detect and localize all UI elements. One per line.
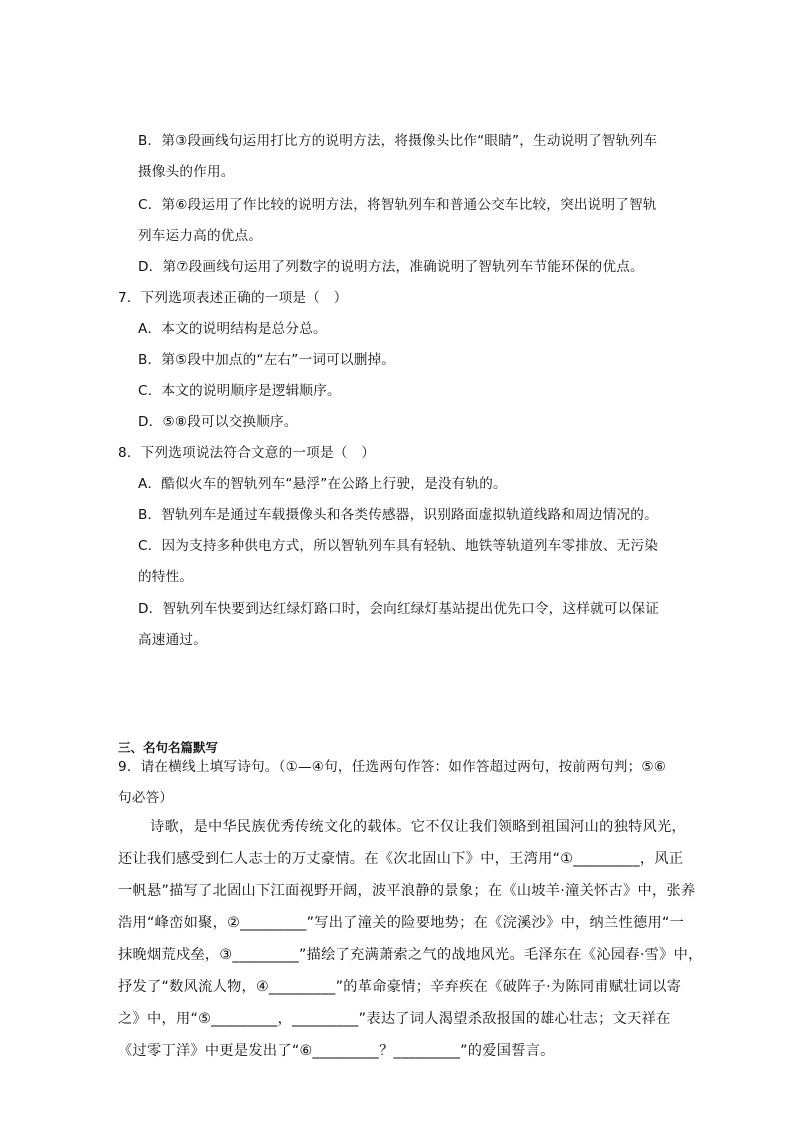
- q8-option-c-line2: 的特性。: [138, 569, 194, 585]
- q6-option-b-line2: 摄像头的作用。: [138, 164, 235, 180]
- q8-option-c-line1: C．因为支持多种供电方式，所以智轨列车具有轻轨、地铁等轨道列车零排放、无污染: [138, 538, 659, 554]
- q8-stem: 8．下列选项说法符合文意的一项是（ ）: [118, 445, 376, 461]
- passage-line: 浩用“峰峦如聚，②_________”写出了潼关的险要地势；在《浣溪沙》中，纳兰性德用“一: [118, 915, 685, 931]
- q7-option-b: B．第⑤段中加点的“左右”一词可以删掉。: [138, 352, 396, 368]
- q9-stem-line1: 9．请在横线上填写诗句。（①—④句，任选两句作答：如作答超过两句，按前两句判；⑤⑥: [118, 759, 667, 775]
- q6-option-d: D．第⑦段画线句运用了列数字的说明方法，准确说明了智轨列车节能环保的优点。: [138, 259, 644, 275]
- passage-line: 抒发了“数风流人物，④_________”的革命豪情；辛弃疾在《破阵子·为陈同甫赋壮词以寄: [118, 979, 682, 995]
- section-title: 三、名句名篇默写: [118, 740, 219, 755]
- q8-option-b: B．智轨列车是通过车载摄像头和各类传感器，识别路面虚拟轨道线路和周边情况的。: [138, 507, 658, 523]
- q8-option-a: A．酷似火车的智轨列车“悬浮”在公路上行驶，是没有轨的。: [138, 476, 507, 492]
- q6-option-c-line1: C．第⑥段运用了作比较的说明方法，将智轨列车和普通公交车比较，突出说明了智轨: [138, 197, 657, 213]
- q9-stem-line2: 句必答）: [118, 790, 174, 806]
- passage-line: 《过零丁洋》中更是发出了“⑥_________？_________”的爱国誓言。: [118, 1043, 555, 1059]
- passage-line: 还让我们感受到仁人志士的万丈豪情。在《次北固山下》中，王湾用“①_________，风正: [118, 851, 684, 867]
- passage-line: 抹晚烟荒戍垒，③_________”描绘了充满萧索之气的战地风光。毛泽东在《沁园春·雪》中，: [118, 947, 703, 963]
- q7-option-a: A．本文的说明结构是总分总。: [138, 321, 327, 337]
- q6-option-b-line1: B．第③段画线句运用打比方的说明方法，将摄像头比作“眼睛”，生动说明了智轨列车: [138, 133, 658, 149]
- q7-option-d: D．⑤⑧段可以交换顺序。: [138, 414, 298, 430]
- q7-stem: 7．下列选项表述正确的一项是（ ）: [118, 290, 348, 306]
- q6-option-c-line2: 列车运力高的优点。: [138, 228, 263, 244]
- passage-line: 诗歌，是中华民族优秀传统文化的载体。它不仅让我们领略到祖国河山的独特风光，: [150, 819, 687, 835]
- q7-option-c: C．本文的说明顺序是逻辑顺序。: [138, 383, 341, 399]
- passage-line: 一帆悬”描写了北固山下江面视野开阔，波平浪静的景象；在《山坡羊·潼关怀古》中，张养: [118, 883, 696, 899]
- passage-line: 之》中，用“⑤_________，_________”表达了词人渴望杀敌报国的雄心壮志；文天祥在: [118, 1011, 671, 1027]
- q8-option-d-line2: 高速通过。: [138, 632, 207, 648]
- q8-option-d-line1: D．智轨列车快要到达红绿灯路口时，会向红绿灯基站提出优先口令，这样就可以保证: [138, 601, 660, 617]
